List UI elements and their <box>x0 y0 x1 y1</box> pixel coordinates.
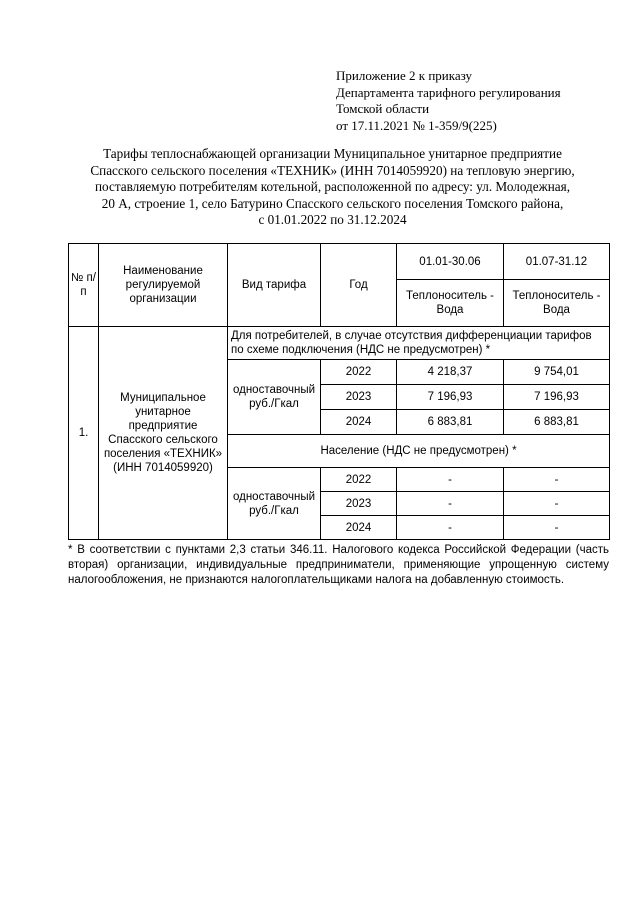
value-cell: - <box>504 516 610 540</box>
title-line: поставляемую потребителям котельной, расположенной по адресу: ул. Молодежная, <box>94 179 570 194</box>
appendix-line: Приложение 2 к приказу <box>336 68 473 83</box>
title-period: с 01.01.2022 по 31.12.2024 <box>258 212 407 227</box>
footnote: * В соответствии с пунктами 2,3 статьи 346.11. Налогового кодекса Российской Федерации (часть вторая) организации, индивидуальные предприниматели, применяющие упрощенную систему налогообложения, не признаются налогоплательщиками налога на добавленную стоимость. <box>68 544 609 586</box>
value-cell: - <box>397 492 504 516</box>
header-row <box>69 244 610 280</box>
appendix-line: Томской области <box>336 101 430 116</box>
group-note-row <box>69 327 610 360</box>
header-organization: Наименование регулируемой организации <box>99 244 228 327</box>
header-num: № п/п <box>69 244 99 327</box>
year-cell: 2024 <box>321 516 397 540</box>
year-cell: 2023 <box>321 385 397 410</box>
group-note: Для потребителей, в случае отсутствия дифференциации тарифов по схеме подключения (НДС не предусмотрен) * <box>228 327 610 360</box>
appendix-line: Департамента тарифного регулирования <box>336 84 561 100</box>
row-number: 1. <box>69 327 99 540</box>
header-carrier-2: Теплоноситель - Вода <box>504 280 610 327</box>
value-cell: - <box>397 516 504 540</box>
group-note: Население (НДС не предусмотрен) * <box>228 435 610 468</box>
value-cell: 4 218,37 <box>397 360 504 385</box>
value-cell: 7 196,93 <box>397 385 504 410</box>
header-carrier-1: Теплоноситель - Вода <box>397 280 504 327</box>
document-title <box>60 146 605 229</box>
value-cell: 7 196,93 <box>504 385 610 410</box>
value-cell: 6 883,81 <box>504 410 610 435</box>
appendix-order-date: от 17.11.2021 № 1-359/9(225) <box>336 117 497 133</box>
title-line: Тарифы теплоснабжающей организации Муниципальное унитарное предприятие <box>103 146 562 161</box>
year-cell: 2024 <box>321 410 397 435</box>
appendix-block <box>336 68 626 134</box>
value-cell: - <box>397 468 504 492</box>
value-cell: - <box>504 492 610 516</box>
value-cell: 6 883,81 <box>397 410 504 435</box>
header-period-1: 01.01-30.06 <box>397 244 504 280</box>
tariff-table <box>68 243 610 540</box>
tariff-type-cell: одноставочный руб./Гкал <box>228 468 321 540</box>
header-tariff-type: Вид тарифа <box>228 244 321 327</box>
value-cell: 9 754,01 <box>504 360 610 385</box>
value-cell: - <box>504 468 610 492</box>
header-period-2: 01.07-31.12 <box>504 244 610 280</box>
tariff-type-cell: одноставочный руб./Гкал <box>228 360 321 435</box>
header-year: Год <box>321 244 397 327</box>
year-cell: 2023 <box>321 492 397 516</box>
title-line: Спасского сельского поселения «ТЕХНИК» (ИНН 7014059920) на тепловую энергию, <box>90 162 575 178</box>
title-line: 20 А, строение 1, село Батурино Спасского сельского поселения Томского района, <box>101 195 564 211</box>
organization-name: Муниципальное унитарное предприятие Спасского сельского поселения «ТЕХНИК» (ИНН 7014059920) <box>99 327 228 540</box>
year-cell: 2022 <box>321 360 397 385</box>
year-cell: 2022 <box>321 468 397 492</box>
